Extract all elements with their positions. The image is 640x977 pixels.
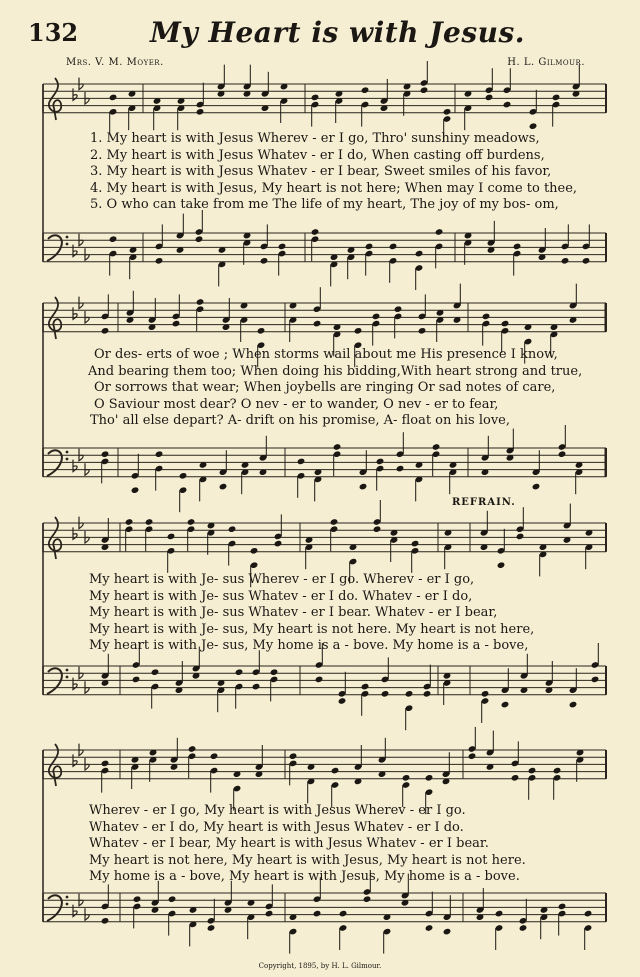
note-head [501, 320, 510, 328]
note-head [497, 561, 506, 569]
note-head [418, 327, 427, 335]
note-head [155, 450, 164, 458]
note-head [228, 525, 237, 533]
note-head [260, 257, 269, 265]
note-head [443, 108, 452, 116]
lyric-line: My heart is with Je- sus Whatev - er I bear. Whatev - er I bear, [89, 605, 498, 620]
lyric-line: Wherev - er I go, My heart is with Jesus Wherev - er I go. [89, 803, 466, 818]
note-head [313, 320, 322, 328]
note-head [516, 533, 525, 541]
note-head [501, 701, 510, 709]
note-head [195, 235, 204, 243]
note-head [411, 540, 420, 548]
bass-clef-icon [47, 668, 62, 694]
lyric-line: My heart is with Je- sus, My home is a - bove. My home is a - bove, [89, 638, 529, 653]
bass-clef-dot [66, 676, 69, 679]
bass-clef-dot [66, 903, 69, 906]
lyric-line: My heart is with Je- sus, My heart is not here. My heart is not here, [89, 621, 535, 637]
bass-clef-icon [47, 235, 62, 261]
lyric-line: And bearing them too; When doing his bidding,With heart strong and true, [88, 363, 583, 379]
note-head [155, 257, 164, 265]
note-head [338, 697, 347, 705]
bass-clef-dot [66, 669, 69, 672]
note-head [552, 94, 561, 102]
note-head [423, 690, 432, 698]
note-head [219, 483, 228, 491]
note-head [558, 903, 567, 911]
bass-clef-dot [66, 896, 69, 899]
note-head [511, 774, 520, 782]
note-head [330, 518, 339, 526]
note-head [179, 472, 188, 480]
note-head [331, 767, 340, 775]
note-head [376, 458, 385, 466]
note-head [363, 895, 372, 903]
note-head [125, 518, 134, 526]
note-head [591, 676, 600, 684]
lyric-line: Tho' all else depart? A- drift on his promise, A- float on his love, [90, 413, 511, 428]
note-head [289, 752, 298, 760]
note-head [485, 94, 494, 102]
note-head [435, 228, 444, 236]
bass-clef-dot [66, 236, 69, 239]
note-head [468, 752, 477, 760]
note-head [420, 86, 429, 94]
note-head [109, 94, 118, 102]
note-head [513, 243, 522, 251]
note-head [167, 533, 176, 541]
note-head [101, 327, 110, 335]
note-head [415, 250, 424, 258]
note-head [482, 313, 491, 321]
note-head [389, 243, 398, 251]
note-head [519, 924, 528, 932]
note-head [373, 525, 382, 533]
page-number: 132 [28, 18, 79, 47]
note-head [528, 767, 537, 775]
note-head [361, 86, 370, 94]
bass-clef-dot [66, 458, 69, 461]
note-head [265, 910, 274, 918]
note-head [278, 243, 287, 251]
note-head [109, 235, 118, 243]
lyric-line: Or des- erts of woe ; When storms wail about me His presence I know, [94, 347, 558, 362]
note-head [354, 327, 363, 335]
note-head [361, 683, 370, 691]
note-head [311, 228, 320, 236]
composer-credit: H. L. Gilmour. [507, 57, 585, 68]
lyric-line: My heart is with Je- sus Wherev - er I go. Wherev - er I go, [89, 572, 475, 587]
bass-clef-dot [66, 451, 69, 454]
note-head [558, 450, 567, 458]
note-head [235, 668, 244, 676]
note-head [584, 910, 593, 918]
note-head [131, 486, 140, 494]
note-head [132, 676, 141, 684]
lyric-line: My home is a - bove, My heart is with Jesus, My home is a - bove. [89, 869, 520, 884]
note-head [151, 668, 160, 676]
note-head [168, 895, 177, 903]
note-head [339, 910, 348, 918]
note-head [425, 924, 434, 932]
note-head [443, 928, 452, 936]
note-head [425, 774, 434, 782]
lyric-line: 5. O who can take from me The life of my heart, The joy of my bos- om, [90, 197, 559, 212]
note-head [569, 701, 578, 709]
note-head [532, 483, 541, 491]
bass-clef-icon [47, 895, 62, 921]
note-head [432, 443, 441, 451]
note-head [133, 895, 142, 903]
note-head [187, 518, 196, 526]
lyric-line: My heart is with Je- sus Whatev - er I do. Whatev - er I do, [89, 588, 473, 604]
note-head [396, 465, 405, 473]
note-head [196, 108, 205, 116]
note-head [553, 767, 562, 775]
note-head [561, 257, 570, 265]
note-head [101, 760, 110, 768]
lyric-line: 1. My heart is with Jesus Wherev - er I go, Thro' sunshiny meadows, [90, 131, 540, 146]
note-head [495, 910, 504, 918]
hymn-title: My Heart is with Jesus. [150, 16, 525, 49]
lyricist-credit: Mrs. V. M. Moyer. [66, 57, 164, 68]
lyric-line: Whatev - er I bear, My heart is with Jesus Whatev - er I bear. [89, 836, 489, 851]
refrain-label: REFRAIN. [452, 497, 516, 508]
note-head [250, 547, 259, 555]
note-head [313, 910, 322, 918]
copyright-notice: Copyright, 1895, by H. L. Gilmour. [258, 962, 382, 970]
note-head [359, 483, 368, 491]
note-head [481, 690, 490, 698]
note-head [257, 327, 266, 335]
lyric-line: 3. My heart is with Jesus Whatev - er I bear, Sweet smiles of his favor, [90, 164, 552, 179]
bass-clef-icon [47, 450, 62, 476]
note-head [381, 690, 390, 698]
note-head [101, 450, 110, 458]
note-head [172, 320, 181, 328]
note-head [315, 676, 324, 684]
lyric-line: My heart is not here, My heart is with Jesus, My heart is not here. [89, 852, 526, 868]
bass-clef-dot [66, 243, 69, 246]
note-head [529, 122, 538, 130]
note-head [252, 683, 261, 691]
note-head [207, 924, 216, 932]
note-head [402, 774, 411, 782]
lyric-line: O Saviour most dear? O nev - er to wander, O nev - er to fear, [94, 396, 499, 412]
note-head [297, 458, 306, 466]
note-head [145, 518, 154, 526]
lyric-line: Whatev - er I do, My heart is with Jesus Whatev - er I do. [89, 819, 464, 835]
note-head [394, 305, 403, 313]
note-head [372, 313, 381, 321]
lyric-line: 4. My heart is with Jesus, My heart is not here; When may I come to thee, [90, 180, 578, 196]
note-head [311, 94, 320, 102]
note-head [101, 917, 110, 925]
note-head [503, 101, 512, 109]
note-head [210, 752, 219, 760]
lyric-line: 2. My heart is with Jesus Whatev - er I do, When casting off burdens, [90, 147, 545, 163]
lyric-line: Or sorrows that wear; When joybells are ringing Or sad notes of care, [94, 380, 556, 395]
note-head [405, 690, 414, 698]
note-head [274, 540, 283, 548]
note-head [333, 443, 342, 451]
note-head [582, 257, 591, 265]
note-head [270, 668, 279, 676]
note-head [365, 243, 374, 251]
note-head [196, 298, 205, 306]
note-head [188, 745, 197, 753]
